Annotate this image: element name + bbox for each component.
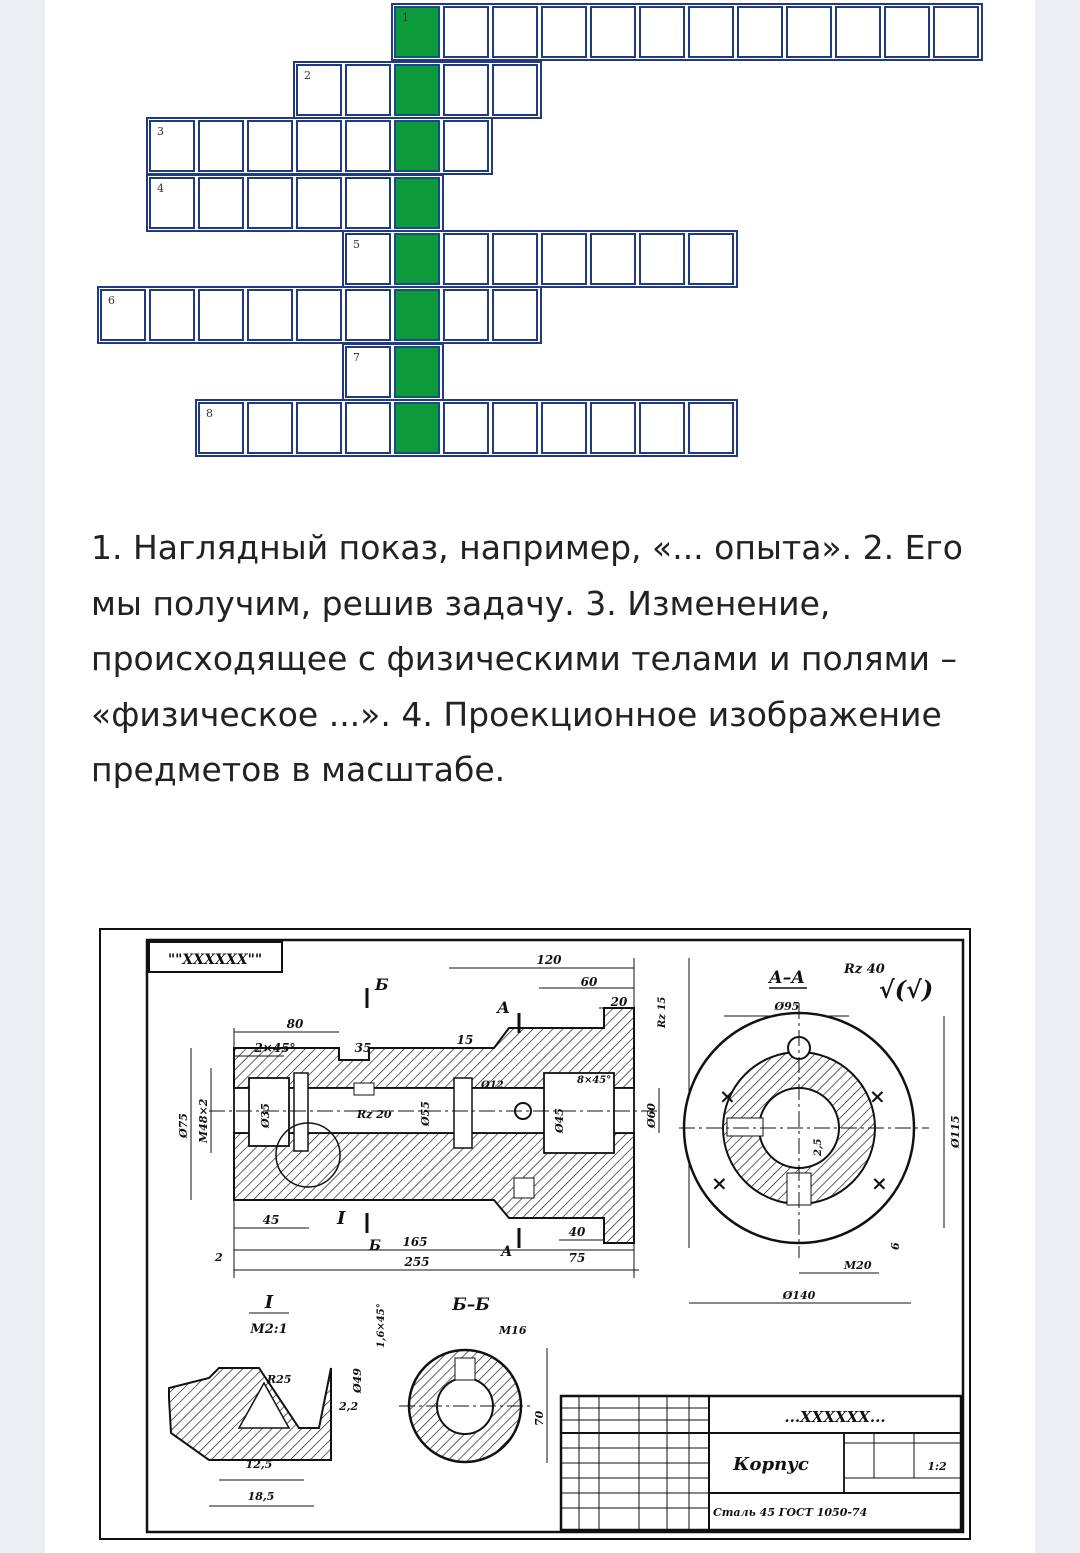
crossword-cell[interactable] (541, 6, 587, 58)
crossword-cell[interactable] (394, 289, 440, 341)
crossword-cell[interactable] (149, 177, 195, 229)
svg-text:1:2: 1:2 (927, 1460, 947, 1473)
crossword-cell[interactable] (443, 120, 489, 172)
crossword-cell[interactable] (247, 177, 293, 229)
svg-text:2: 2 (215, 1251, 223, 1264)
crossword-number: 6 (108, 294, 115, 307)
svg-text:Ø95: Ø95 (774, 1000, 800, 1013)
crossword-cell[interactable] (198, 177, 244, 229)
crossword-cell[interactable] (541, 402, 587, 454)
svg-text:12,5: 12,5 (245, 1458, 273, 1471)
svg-text:×: × (869, 1084, 886, 1108)
svg-text:Ø35: Ø35 (259, 1103, 272, 1128)
crossword-cell[interactable] (345, 289, 391, 341)
svg-text:60: 60 (580, 975, 598, 989)
svg-text:Корпус: Корпус (733, 1454, 809, 1475)
crossword-cell[interactable] (884, 6, 930, 58)
svg-text:Ø140: Ø140 (782, 1289, 816, 1302)
crossword-cell[interactable] (345, 402, 391, 454)
crossword-cell[interactable] (639, 233, 685, 285)
svg-text:I: I (264, 1292, 274, 1313)
svg-text:M20: M20 (844, 1259, 872, 1272)
crossword-cell[interactable] (443, 6, 489, 58)
svg-text:Ø60: Ø60 (645, 1103, 658, 1128)
crossword-cell[interactable] (345, 64, 391, 116)
crossword-cell[interactable] (492, 64, 538, 116)
crossword-cell[interactable] (590, 6, 636, 58)
crossword-cell[interactable] (737, 6, 783, 58)
page (45, 0, 1035, 1553)
crossword-cell[interactable] (786, 6, 832, 58)
svg-text:А–А: А–А (768, 968, 806, 988)
crossword-cell[interactable] (394, 120, 440, 172)
technical-drawing (99, 928, 973, 1542)
crossword-number: 5 (353, 238, 360, 251)
svg-text:I: I (337, 1208, 346, 1229)
crossword-cell[interactable] (296, 402, 342, 454)
svg-text:×: × (871, 1171, 888, 1195)
svg-text:Б–Б: Б–Б (452, 1295, 490, 1315)
svg-text:75: 75 (568, 1251, 586, 1265)
svg-text:Ø75: Ø75 (177, 1113, 190, 1138)
svg-text:255: 255 (404, 1255, 430, 1269)
crossword-cell[interactable] (394, 6, 440, 58)
crossword-cell[interactable] (443, 64, 489, 116)
crossword-cell[interactable] (345, 120, 391, 172)
crossword-cell[interactable] (443, 233, 489, 285)
crossword-cell[interactable] (443, 289, 489, 341)
svg-text:Ø115: Ø115 (949, 1115, 962, 1148)
svg-text:Ø12: Ø12 (481, 1080, 504, 1091)
crossword-cell[interactable] (492, 289, 538, 341)
svg-text:...XXXXXX...: ...XXXXXX... (784, 1408, 886, 1426)
svg-text:2,5: 2,5 (813, 1138, 824, 1156)
crossword-cell[interactable] (247, 402, 293, 454)
svg-text:35: 35 (354, 1041, 372, 1055)
crossword-number: 3 (157, 125, 164, 138)
svg-text:6: 6 (889, 1242, 902, 1250)
svg-text:Rz 15: Rz 15 (657, 996, 668, 1028)
crossword-cell[interactable] (492, 233, 538, 285)
svg-text:2×45°: 2×45° (254, 1041, 296, 1055)
svg-text:Б: Б (375, 975, 389, 994)
crossword-cell[interactable] (247, 289, 293, 341)
stamp-text: ""XXXXXX"" (167, 952, 263, 968)
svg-text:Ø45: Ø45 (553, 1108, 566, 1133)
crossword-cell[interactable] (492, 6, 538, 58)
crossword-cell[interactable] (345, 177, 391, 229)
crossword-cell[interactable] (835, 6, 881, 58)
crossword-number: 8 (206, 407, 213, 420)
crossword-clues: 1. Наглядный показ, например, «... опыта». 2. Его мы получим, решив задачу. 3. Изменение, происходящее с физическими телами и полями – «физическое ...». 4. Проекционное изображение предметов в масштабе. (91, 528, 963, 789)
svg-text:20: 20 (610, 995, 628, 1009)
crossword-cell[interactable] (443, 402, 489, 454)
svg-text:Ø55: Ø55 (419, 1101, 432, 1126)
crossword-cell[interactable] (590, 402, 636, 454)
crossword-cell[interactable] (345, 233, 391, 285)
svg-text:8×45°: 8×45° (577, 1075, 612, 1086)
svg-text:M48×2: M48×2 (197, 1098, 210, 1143)
crossword-number: 7 (353, 351, 360, 364)
svg-text:×: × (711, 1171, 728, 1195)
svg-text:Rz 40: Rz 40 (844, 962, 885, 977)
crossword-cell[interactable] (296, 177, 342, 229)
crossword-cell[interactable] (149, 120, 195, 172)
svg-text:Ø49: Ø49 (351, 1368, 364, 1393)
crossword-cell[interactable] (590, 233, 636, 285)
crossword-cell[interactable] (296, 289, 342, 341)
crossword-cell[interactable] (639, 402, 685, 454)
crossword-cell[interactable] (394, 346, 440, 398)
crossword-cell[interactable] (198, 289, 244, 341)
crossword-number: 2 (304, 69, 311, 82)
svg-text:80: 80 (286, 1017, 304, 1031)
title-block (561, 1396, 961, 1530)
crossword-cell[interactable] (639, 6, 685, 58)
crossword-number: 1 (402, 11, 409, 24)
crossword-cell[interactable] (198, 402, 244, 454)
crossword-cell[interactable] (541, 233, 587, 285)
crossword-cell[interactable] (149, 289, 195, 341)
crossword-cell[interactable] (345, 346, 391, 398)
crossword-number: 4 (157, 182, 164, 195)
svg-text:165: 165 (402, 1235, 428, 1249)
crossword-cell[interactable] (394, 177, 440, 229)
svg-text:Сталь 45 ГОСТ 1050-74: Сталь 45 ГОСТ 1050-74 (713, 1506, 868, 1519)
svg-text:70: 70 (533, 1410, 546, 1426)
crossword-cell[interactable] (394, 233, 440, 285)
crossword-cell[interactable] (247, 120, 293, 172)
crossword-cell[interactable] (100, 289, 146, 341)
svg-text:А: А (497, 998, 511, 1017)
crossword-cell[interactable] (492, 402, 538, 454)
crossword-cell[interactable] (394, 402, 440, 454)
svg-text:15: 15 (456, 1033, 474, 1047)
crossword-cell[interactable] (933, 6, 979, 58)
svg-text:R25: R25 (267, 1373, 292, 1386)
svg-text:40: 40 (568, 1225, 586, 1239)
crossword-cell[interactable] (296, 120, 342, 172)
crossword-cell[interactable] (688, 6, 734, 58)
svg-text:Б: Б (369, 1238, 381, 1254)
crossword-cell[interactable] (688, 233, 734, 285)
crossword-cell[interactable] (198, 120, 244, 172)
svg-text:120: 120 (536, 953, 562, 967)
svg-text:А: А (501, 1244, 513, 1260)
svg-text:45: 45 (262, 1213, 280, 1227)
svg-text:М2:1: М2:1 (250, 1322, 288, 1337)
svg-text:2,2: 2,2 (339, 1400, 359, 1413)
crossword-cell[interactable] (296, 64, 342, 116)
crossword-cell[interactable] (688, 402, 734, 454)
svg-text:M16: M16 (499, 1324, 527, 1337)
svg-text:18,5: 18,5 (247, 1490, 275, 1503)
svg-text:×: × (719, 1084, 736, 1108)
svg-text:Rz 20: Rz 20 (357, 1108, 392, 1121)
crossword-cell[interactable] (394, 64, 440, 116)
svg-text:√(√): √(√) (879, 975, 934, 1004)
svg-text:1,6×45°: 1,6×45° (376, 1303, 387, 1348)
